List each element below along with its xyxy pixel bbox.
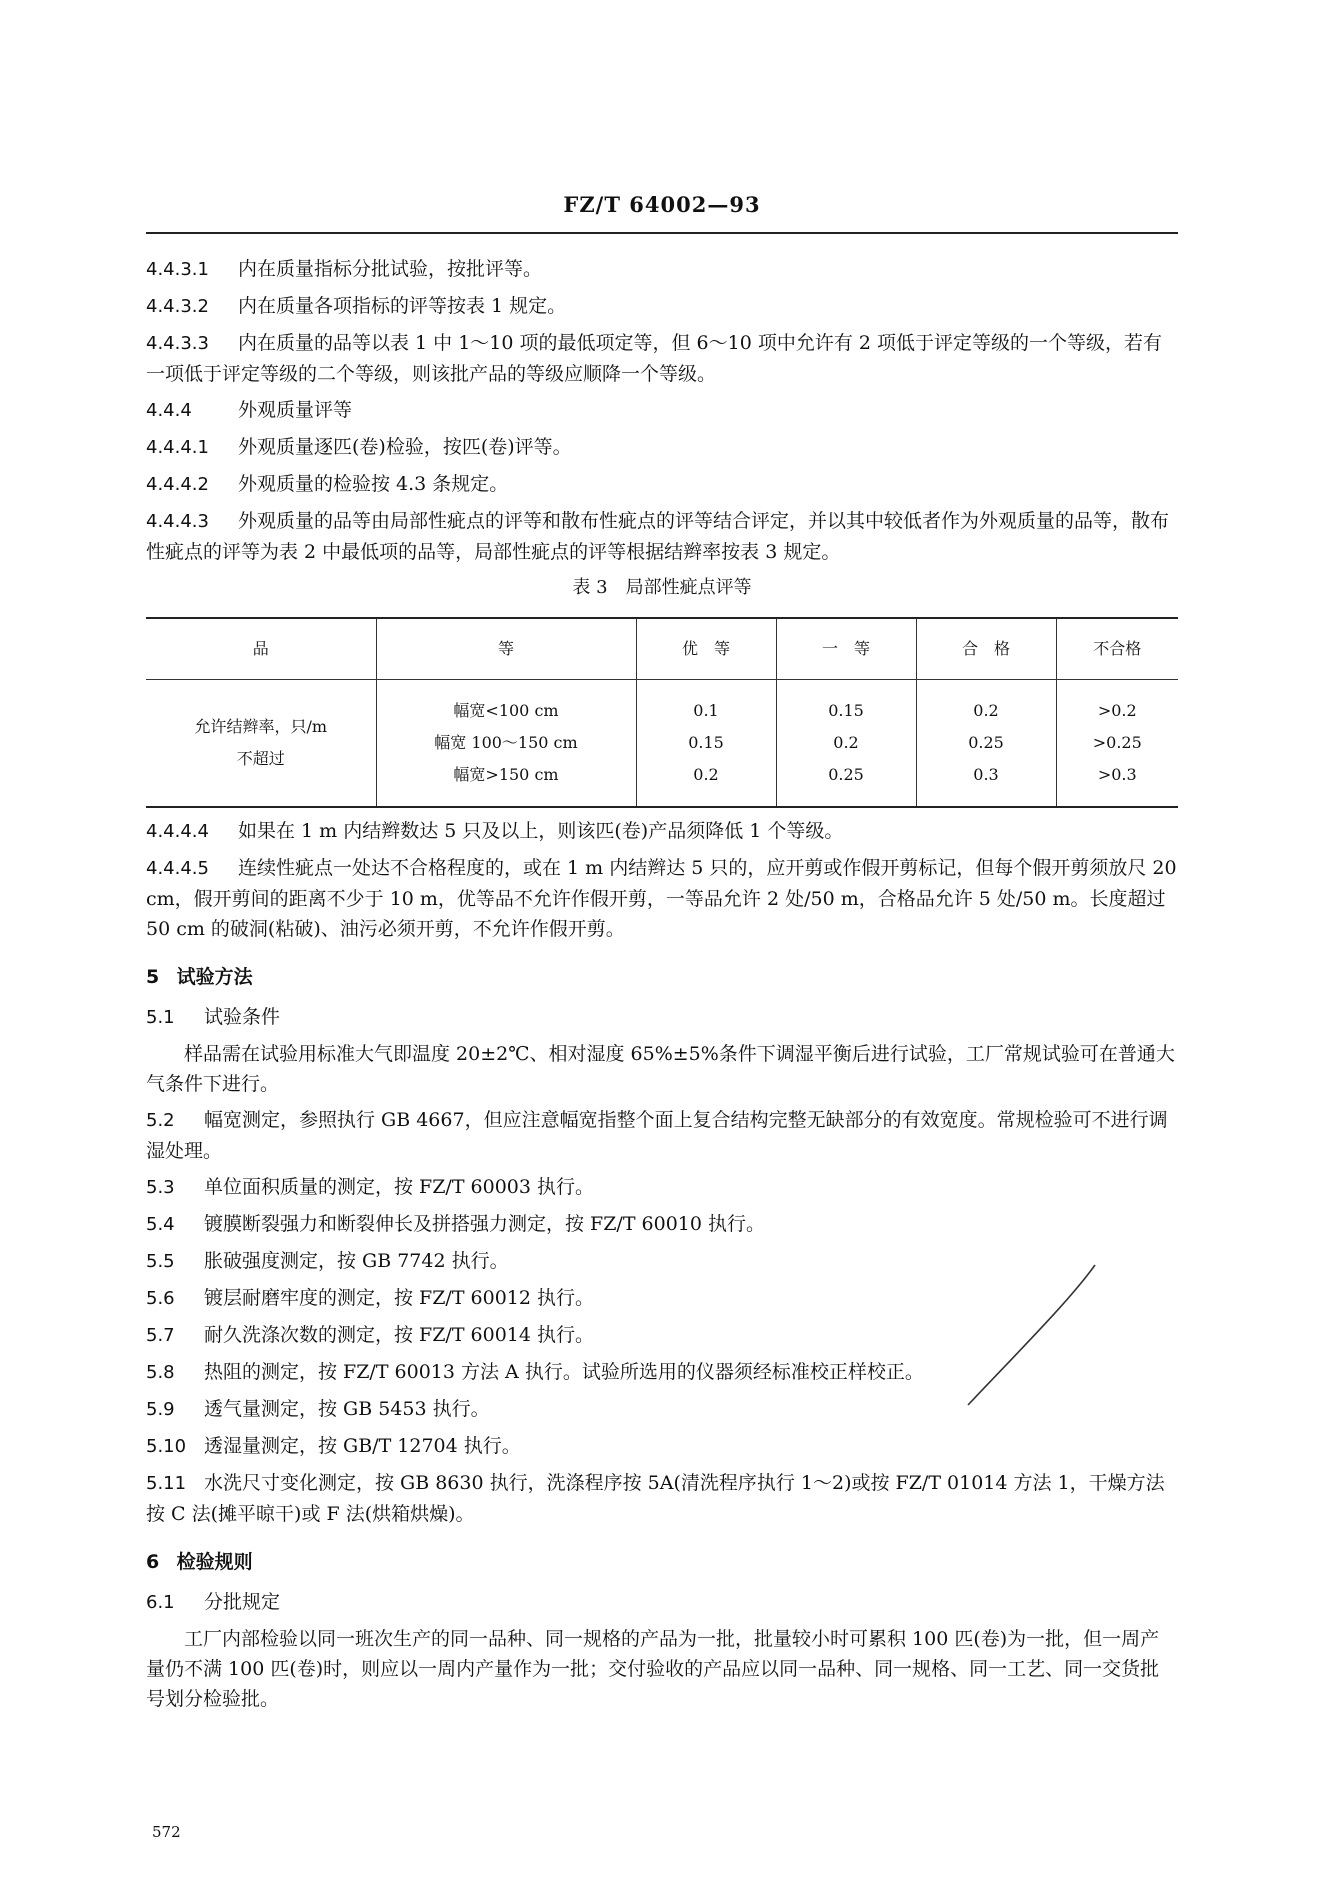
clause <box>146 469 1178 500</box>
table-row <box>146 680 1178 808</box>
clause-text: 水洗尺寸变化测定，按 GB 8630 执行，洗涤程序按 5A(清洗程序执行 1～2)或按 FZ/T 01014 方法 1，干燥方法按 C 法(摊平晾干)或 F 法(烘箱烘燥)。 <box>146 1472 1165 1525</box>
standard-code-header: FZ/T 64002—93 <box>563 192 761 217</box>
clause-text: 外观质量评等 <box>238 399 353 421</box>
pen-stroke-mark <box>960 1260 1100 1410</box>
pass-column <box>916 680 1056 808</box>
value-cell: >0.25 <box>1092 733 1142 752</box>
value-cell: 0.2 <box>973 701 999 720</box>
clause-text: 透湿量测定，按 GB/T 12704 执行。 <box>204 1435 521 1457</box>
header-excellent: 优 等 <box>636 618 776 680</box>
value-cell: 0.2 <box>693 765 719 784</box>
width-cell: 幅宽>150 cm <box>453 765 559 784</box>
defect-grading-table <box>146 617 1178 808</box>
value-cell: 0.1 <box>693 701 719 720</box>
document-body <box>146 254 1178 1720</box>
clause-number: 5.3 <box>146 1177 175 1198</box>
subsection-title: 试验条件 <box>204 1006 281 1028</box>
clause <box>146 1468 1178 1529</box>
clause <box>146 432 1178 463</box>
clause <box>146 1105 1178 1166</box>
clause-text: 单位面积质量的测定，按 FZ/T 60003 执行。 <box>204 1176 595 1198</box>
value-cell: 0.15 <box>828 701 864 720</box>
clause-number: 4.4.4 <box>146 400 192 421</box>
clause <box>146 328 1178 389</box>
clause-text: 热阻的测定，按 FZ/T 60013 方法 A 执行。试验所选用的仪器须经标准校正样校正。 <box>204 1361 924 1383</box>
clause-number: 5.9 <box>146 1399 175 1420</box>
clause-number: 4.4.4.1 <box>146 437 209 458</box>
value-cell: 0.15 <box>688 733 724 752</box>
header-grade-a: 品 <box>146 618 376 680</box>
clause-number: 6.1 <box>146 1592 175 1613</box>
clause <box>146 1209 1178 1240</box>
header-rule <box>146 232 1178 234</box>
page-number: 572 <box>152 1823 181 1841</box>
clause-text: 外观质量的检验按 4.3 条规定。 <box>238 473 509 495</box>
clause-number: 5.7 <box>146 1325 175 1346</box>
value-cell: 0.3 <box>973 765 999 784</box>
section-heading <box>146 962 1178 992</box>
clause-number: 4.4.3.2 <box>146 296 209 317</box>
clause-text: 镀膜断裂强力和断裂伸长及拼搭强力测定，按 FZ/T 60010 执行。 <box>204 1213 766 1235</box>
clause-number: 5.10 <box>146 1436 187 1457</box>
section-heading <box>146 1547 1178 1577</box>
subsection-heading <box>146 1587 1178 1618</box>
clause-text: 外观质量的品等由局部性疵点的评等和散布性疵点的评等结合评定，并以其中较低者作为外观质量的品等，散布性疵点的评等为表 2 中最低项的品等，局部性疵点的评等根据结辫率按表 3 规定。 <box>146 510 1170 563</box>
section-title: 检验规则 <box>176 1551 253 1573</box>
clause <box>146 816 1178 847</box>
clause-number: 4.4.3.3 <box>146 333 209 354</box>
section-title: 试验方法 <box>176 966 253 988</box>
clause-number: 4.4.4.2 <box>146 474 209 495</box>
section-number: 5 <box>146 966 160 988</box>
clause-text: 胀破强度测定，按 GB 7742 执行。 <box>204 1250 509 1272</box>
clause <box>146 853 1178 944</box>
clause-number: 5.4 <box>146 1214 175 1235</box>
clause <box>146 1172 1178 1203</box>
table-caption: 表 3 局部性疵点评等 <box>572 577 752 598</box>
header-fail: 不合格 <box>1056 618 1178 680</box>
width-cell: 幅宽<100 cm <box>453 701 559 720</box>
clause-text: 如果在 1 m 内结辫数达 5 只及以上，则该匹(卷)产品须降低 1 个等级。 <box>238 820 844 842</box>
value-cell: 0.25 <box>968 733 1004 752</box>
header-grade-b: 等 <box>376 618 636 680</box>
subsection-heading <box>146 1002 1178 1033</box>
header-first: 一 等 <box>776 618 916 680</box>
clause-number: 5.1 <box>146 1007 175 1028</box>
paragraph: 样品需在试验用标准大气即温度 20±2℃、相对湿度 65%±5%条件下调湿平衡后进行试验，工厂常规试验可在普通大气条件下进行。 <box>146 1043 1175 1095</box>
header-pass: 合 格 <box>916 618 1056 680</box>
subsection-title: 分批规定 <box>204 1591 281 1613</box>
clause-text: 透气量测定，按 GB 5453 执行。 <box>204 1398 490 1420</box>
clause-text: 耐久洗涤次数的测定，按 FZ/T 60014 执行。 <box>204 1324 595 1346</box>
excellent-column <box>636 680 776 808</box>
clause-number: 4.4.4.5 <box>146 858 209 879</box>
clause-number: 4.4.3.1 <box>146 259 209 280</box>
clause <box>146 506 1178 567</box>
value-cell: 0.25 <box>828 765 864 784</box>
clause-number: 5.11 <box>146 1473 187 1494</box>
clause-text: 连续性疵点一处达不合格程度的，或在 1 m 内结辫达 5 只的，应开剪或作假开剪标记，但每个假开剪须放尺 20 cm，假开剪间的距离不少于 10 m，优等品不允许作假开剪，一等品允许 2 处/50 m，合格品允许 5 处/50 m。长度超过 50 cm 的破洞(粘破)、油污必须开剪，不允许作假开剪。 <box>146 857 1177 940</box>
clause-number: 5.2 <box>146 1110 175 1131</box>
row-label-line: 允许结辫率，只/m <box>194 717 328 736</box>
row-label <box>146 680 376 808</box>
clause-text: 内在质量各项指标的评等按表 1 规定。 <box>238 295 567 317</box>
clause-text: 内在质量指标分批试验，按批评等。 <box>238 258 543 280</box>
clause-text: 外观质量逐匹(卷)检验，按匹(卷)评等。 <box>238 436 572 458</box>
row-label-line: 不超过 <box>236 749 285 768</box>
first-column <box>776 680 916 808</box>
section-number: 6 <box>146 1551 160 1573</box>
value-cell: 0.2 <box>833 733 859 752</box>
clause-number: 5.5 <box>146 1251 175 1272</box>
clause <box>146 254 1178 285</box>
clause-number: 4.4.4.3 <box>146 511 209 532</box>
fail-column <box>1056 680 1178 808</box>
clause <box>146 291 1178 322</box>
clause-text: 内在质量的品等以表 1 中 1～10 项的最低项定等，但 6～10 项中允许有 2 项低于评定等级的一个等级，若有一项低于评定等级的二个等级，则该批产品的等级应顺降一个等级。 <box>146 332 1163 385</box>
clause <box>146 395 1178 426</box>
width-cell: 幅宽 100～150 cm <box>434 733 578 752</box>
value-cell: >0.2 <box>1097 701 1137 720</box>
paragraph: 工厂内部检验以同一班次生产的同一品种、同一规格的产品为一批，批量较小时可累积 100 匹(卷)为一批，但一周产量仍不满 100 匹(卷)时，则应以一周内产量作为一批；交付验收的产品应以同一品种、同一规格、同一工艺、同一交货批号划分检验批。 <box>146 1628 1160 1710</box>
clause-number: 4.4.4.4 <box>146 821 209 842</box>
clause-text: 镀层耐磨牢度的测定，按 FZ/T 60012 执行。 <box>204 1287 595 1309</box>
width-column <box>376 680 636 808</box>
table-header-row <box>146 618 1178 680</box>
value-cell: >0.3 <box>1097 765 1137 784</box>
clause-number: 5.6 <box>146 1288 175 1309</box>
clause-number: 5.8 <box>146 1362 175 1383</box>
clause <box>146 1431 1178 1462</box>
clause-text: 幅宽测定，参照执行 GB 4667，但应注意幅宽指整个面上复合结构完整无缺部分的有效宽度。常规检验可不进行调湿处理。 <box>146 1109 1168 1162</box>
